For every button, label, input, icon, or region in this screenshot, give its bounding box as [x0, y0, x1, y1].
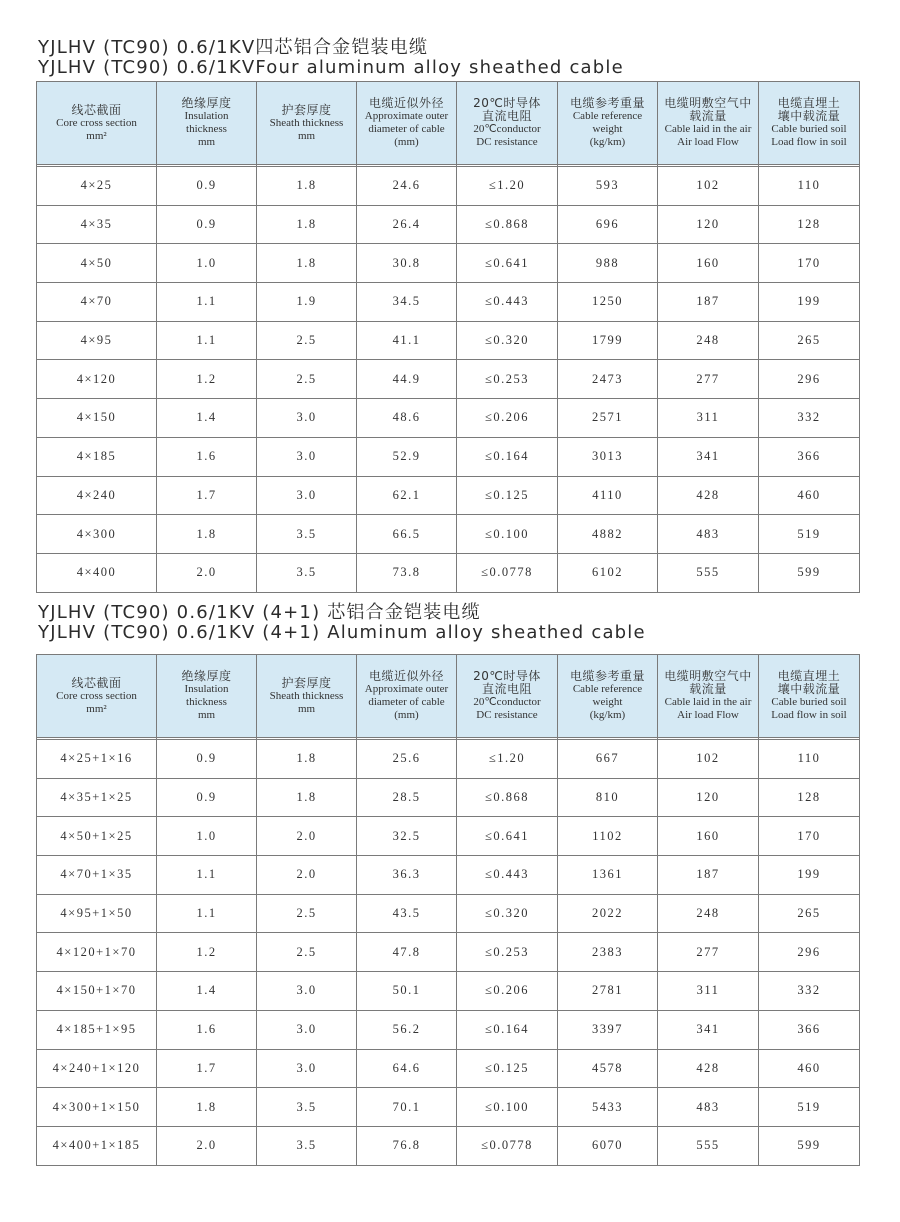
table-cell: 4×185	[37, 437, 157, 476]
table-row	[37, 321, 860, 360]
table-cell: 4×400	[37, 553, 157, 592]
table-cell: 296	[759, 933, 860, 972]
table-cell: 3.5	[257, 515, 357, 554]
table-cell: 170	[759, 817, 860, 856]
table-cell: 6070	[558, 1126, 658, 1165]
column-header-en: Cable laid in the air	[664, 696, 752, 708]
table-cell: 1.1	[157, 894, 257, 933]
table-cell: 332	[759, 399, 860, 438]
column-header-en: thickness	[186, 123, 227, 135]
column-header-zh-line2: 壤中载流量	[777, 109, 841, 123]
table-cell: 76.8	[357, 1126, 457, 1165]
column-header	[37, 82, 157, 165]
table-cell: 160	[658, 817, 759, 856]
table-cell: 265	[759, 321, 860, 360]
table-cell: 4578	[558, 1049, 658, 1088]
table-cell: 667	[558, 740, 658, 779]
table-cell: ≤0.0778	[457, 553, 558, 592]
table-cell: 4×95+1×50	[37, 894, 157, 933]
table-cell: 3.5	[257, 1088, 357, 1127]
table-cell: ≤0.443	[457, 283, 558, 322]
table-cell: 2.0	[257, 856, 357, 895]
table-cell: 56.2	[357, 1010, 457, 1049]
table-body	[37, 165, 860, 593]
column-header-zh: 20℃时导体	[473, 96, 541, 110]
table-cell: 41.1	[357, 321, 457, 360]
column-header-en: Sheath thickness	[269, 116, 344, 129]
table-cell: 2.5	[257, 321, 357, 360]
table-cell: 43.5	[357, 894, 457, 933]
table-cell: 988	[558, 244, 658, 283]
table-cell: 36.3	[357, 856, 457, 895]
table-cell: 1.6	[157, 1010, 257, 1049]
table-1-title	[38, 38, 624, 78]
table-cell: 1799	[558, 321, 658, 360]
table-body	[37, 738, 860, 1166]
table-cell: 332	[759, 972, 860, 1011]
table-cell: 555	[658, 1126, 759, 1165]
table-cell: 3013	[558, 437, 658, 476]
table-row	[37, 1010, 860, 1049]
table-cell: 1.8	[257, 205, 357, 244]
column-header-zh: 绝缘厚度	[181, 669, 232, 683]
column-header	[558, 655, 658, 738]
table-1-title-en: YJLHV (TC90) 0.6/1KVFour aluminum alloy sheathed cable	[38, 57, 624, 78]
column-header-zh: 电缆近似外径	[368, 669, 444, 683]
column-header-en: Core cross section	[56, 116, 137, 129]
table-cell: ≤0.443	[457, 856, 558, 895]
column-header-en: weight	[592, 123, 623, 135]
table-cell: 428	[658, 476, 759, 515]
table-2-title-zh: YJLHV (TC90) 0.6/1KV (4+1) 芯铝合金铠装电缆	[38, 602, 481, 623]
table-row	[37, 244, 860, 283]
table-cell: 1102	[558, 817, 658, 856]
table-cell: 593	[558, 167, 658, 206]
column-header-en: (kg/km)	[589, 136, 626, 148]
column-header-en: Approximate outer	[364, 683, 449, 695]
table-cell: 0.9	[157, 205, 257, 244]
table-cell: 120	[658, 778, 759, 817]
table-row	[37, 1126, 860, 1165]
table-cell: 3.0	[257, 972, 357, 1011]
table-cell: 1.4	[157, 399, 257, 438]
column-header-en: (kg/km)	[589, 709, 626, 721]
column-header-zh: 电缆近似外径	[368, 96, 444, 110]
column-header-en: 20℃conductor	[473, 696, 541, 708]
column-header	[157, 655, 257, 738]
table-cell: 110	[759, 740, 860, 779]
table-cell: 30.8	[357, 244, 457, 283]
table-cell: 1361	[558, 856, 658, 895]
column-header-en: mm	[197, 136, 216, 148]
column-header	[658, 655, 759, 738]
column-header-en: Load flow in soil	[771, 709, 847, 721]
table-cell: ≤0.0778	[457, 1126, 558, 1165]
column-header-en: Cable reference	[572, 110, 643, 122]
table-cell: ≤1.20	[457, 167, 558, 206]
table-cell: ≤0.206	[457, 972, 558, 1011]
column-header	[558, 82, 658, 165]
table-cell: 3.5	[257, 1126, 357, 1165]
table-cell: 2473	[558, 360, 658, 399]
table-cell: 1.1	[157, 283, 257, 322]
table-cell: ≤0.868	[457, 205, 558, 244]
column-header-zh-line2: 载流量	[689, 682, 727, 696]
table-cell: 4110	[558, 476, 658, 515]
table-cell: ≤0.164	[457, 437, 558, 476]
column-header-en: Cable laid in the air	[664, 123, 752, 135]
table-cell: 187	[658, 283, 759, 322]
column-header-en: Air load Flow	[677, 136, 739, 148]
column-header-en: (mm)	[394, 709, 419, 721]
table-cell: 1.8	[257, 778, 357, 817]
table-cell: 277	[658, 360, 759, 399]
table-row	[37, 553, 860, 592]
table-row	[37, 778, 860, 817]
column-header-zh: 护套厚度	[281, 102, 332, 117]
table-cell: 2.5	[257, 360, 357, 399]
table-cell: 1.7	[157, 476, 257, 515]
table-cell: 341	[658, 1010, 759, 1049]
column-header-en: thickness	[186, 696, 227, 708]
table-row	[37, 972, 860, 1011]
table-cell: 296	[759, 360, 860, 399]
table-cell: ≤0.641	[457, 244, 558, 283]
column-header	[759, 655, 860, 738]
table-cell: ≤0.100	[457, 1088, 558, 1127]
column-header-zh-line2: 载流量	[689, 109, 727, 123]
table-cell: 4×50	[37, 244, 157, 283]
table-cell: 4×25+1×16	[37, 740, 157, 779]
column-header-en: mm²	[86, 129, 107, 142]
column-header-en: Load flow in soil	[771, 136, 847, 148]
table-cell: 4×240+1×120	[37, 1049, 157, 1088]
table-cell: 483	[658, 515, 759, 554]
table-cell: 34.5	[357, 283, 457, 322]
table-row	[37, 399, 860, 438]
table-cell: 24.6	[357, 167, 457, 206]
table-cell: 120	[658, 205, 759, 244]
table-cell: 70.1	[357, 1088, 457, 1127]
table-header	[37, 655, 860, 738]
column-header-zh: 电缆明敷空气中	[664, 96, 752, 110]
column-header-en: weight	[592, 696, 623, 708]
table-cell: 160	[658, 244, 759, 283]
column-header-en: diameter of cable	[368, 123, 445, 135]
table-cell: 366	[759, 437, 860, 476]
table-row	[37, 1088, 860, 1127]
table-cell: 248	[658, 321, 759, 360]
table-2-title	[38, 603, 646, 643]
column-header-zh: 护套厚度	[281, 675, 332, 690]
table-cell: 28.5	[357, 778, 457, 817]
table-cell: 0.9	[157, 740, 257, 779]
table-cell: ≤0.125	[457, 476, 558, 515]
table-cell: 3.0	[257, 399, 357, 438]
table-row	[37, 817, 860, 856]
table-cell: 3.0	[257, 437, 357, 476]
column-header-en: mm²	[86, 702, 107, 715]
table-cell: 810	[558, 778, 658, 817]
column-header-en: Air load Flow	[677, 709, 739, 721]
table-row	[37, 856, 860, 895]
table-cell: 4×35	[37, 205, 157, 244]
table-cell: 4×70+1×35	[37, 856, 157, 895]
column-header-zh-line2: 直流电阻	[481, 109, 532, 123]
table-cell: 26.4	[357, 205, 457, 244]
table-cell: 4×300	[37, 515, 157, 554]
table-cell: 2.0	[257, 817, 357, 856]
table-cell: 2.5	[257, 894, 357, 933]
column-header	[457, 82, 558, 165]
table-row	[37, 894, 860, 933]
table-cell: 64.6	[357, 1049, 457, 1088]
column-header	[457, 655, 558, 738]
table-cell: 1.6	[157, 437, 257, 476]
table-cell: 1.1	[157, 321, 257, 360]
table-cell: 428	[658, 1049, 759, 1088]
table-cell: 311	[658, 972, 759, 1011]
table-cell: 2.0	[157, 553, 257, 592]
table-cell: 52.9	[357, 437, 457, 476]
table-cell: 4×70	[37, 283, 157, 322]
table-cell: 4×150	[37, 399, 157, 438]
table-cell: 366	[759, 1010, 860, 1049]
table-cell: 2571	[558, 399, 658, 438]
table-cell: 199	[759, 283, 860, 322]
table-cell: 4×300+1×150	[37, 1088, 157, 1127]
column-header-zh: 20℃时导体	[473, 669, 541, 683]
table-cell: 4×150+1×70	[37, 972, 157, 1011]
column-header-zh: 电缆参考重量	[569, 96, 645, 110]
table-cell: 1.8	[157, 1088, 257, 1127]
table-cell: ≤0.125	[457, 1049, 558, 1088]
column-header	[37, 655, 157, 738]
cable-spec-table-1	[36, 81, 860, 593]
table-cell: 1.2	[157, 360, 257, 399]
table-cell: 73.8	[357, 553, 457, 592]
column-header-zh: 线芯截面	[71, 675, 122, 690]
table-cell: 66.5	[357, 515, 457, 554]
column-header-en: 20℃conductor	[473, 123, 541, 135]
column-header-zh: 绝缘厚度	[181, 96, 232, 110]
table-cell: 62.1	[357, 476, 457, 515]
table-cell: 2.0	[157, 1126, 257, 1165]
column-header-en: Cable reference	[572, 683, 643, 695]
column-header-en: Sheath thickness	[269, 689, 344, 702]
table-cell: 1250	[558, 283, 658, 322]
column-header-en: mm	[297, 129, 316, 142]
table-cell: 2.5	[257, 933, 357, 972]
column-header-zh-line2: 直流电阻	[481, 682, 532, 696]
table-cell: 519	[759, 1088, 860, 1127]
column-header-en: (mm)	[394, 136, 419, 148]
table-2-title-en: YJLHV (TC90) 0.6/1KV (4+1) Aluminum alloy sheathed cable	[38, 622, 646, 643]
column-header-zh: 线芯截面	[71, 102, 122, 117]
table-row	[37, 476, 860, 515]
table-cell: ≤0.641	[457, 817, 558, 856]
column-header	[157, 82, 257, 165]
table-cell: ≤1.20	[457, 740, 558, 779]
column-header-en: Cable buried soil	[771, 123, 847, 135]
table-cell: 4×25	[37, 167, 157, 206]
column-header	[759, 82, 860, 165]
table-row	[37, 515, 860, 554]
table-cell: 3.5	[257, 553, 357, 592]
table-cell: 599	[759, 553, 860, 592]
column-header-en: DC resistance	[476, 136, 538, 148]
table-cell: 1.8	[257, 740, 357, 779]
column-header	[257, 655, 357, 738]
table-cell: 102	[658, 167, 759, 206]
table-cell: 2022	[558, 894, 658, 933]
column-header-zh: 电缆直埋土	[777, 96, 841, 110]
column-header-en: mm	[197, 709, 216, 721]
table-cell: 128	[759, 778, 860, 817]
table-cell: 47.8	[357, 933, 457, 972]
table-cell: 460	[759, 476, 860, 515]
table-cell: ≤0.253	[457, 360, 558, 399]
column-header-en: Insulation	[184, 683, 229, 695]
table-cell: 187	[658, 856, 759, 895]
table-cell: 599	[759, 1126, 860, 1165]
table-cell: 3.0	[257, 476, 357, 515]
column-header-en: Insulation	[184, 110, 229, 122]
table-cell: 1.0	[157, 817, 257, 856]
table-row	[37, 167, 860, 206]
table-row	[37, 283, 860, 322]
table-row	[37, 205, 860, 244]
table-row	[37, 740, 860, 779]
table-cell: 4×120	[37, 360, 157, 399]
cable-spec-table-2	[36, 654, 860, 1166]
table-cell: ≤0.320	[457, 321, 558, 360]
column-header-en: diameter of cable	[368, 696, 445, 708]
table-cell: 1.7	[157, 1049, 257, 1088]
table-cell: 2383	[558, 933, 658, 972]
table-cell: 170	[759, 244, 860, 283]
table-cell: 696	[558, 205, 658, 244]
table-cell: ≤0.253	[457, 933, 558, 972]
table-header	[37, 82, 860, 165]
table-cell: ≤0.164	[457, 1010, 558, 1049]
table-cell: 0.9	[157, 778, 257, 817]
column-header	[357, 655, 457, 738]
table-cell: 1.4	[157, 972, 257, 1011]
table-cell: 1.9	[257, 283, 357, 322]
table-cell: 1.2	[157, 933, 257, 972]
table-cell: 4×120+1×70	[37, 933, 157, 972]
table-cell: 199	[759, 856, 860, 895]
table-cell: 102	[658, 740, 759, 779]
column-header-en: Core cross section	[56, 689, 137, 702]
table-cell: 110	[759, 167, 860, 206]
table-cell: 4882	[558, 515, 658, 554]
table-cell: 25.6	[357, 740, 457, 779]
table-cell: 1.1	[157, 856, 257, 895]
table-cell: ≤0.320	[457, 894, 558, 933]
table-1-title-zh: YJLHV (TC90) 0.6/1KV四芯铝合金铠装电缆	[38, 37, 429, 58]
table-cell: 555	[658, 553, 759, 592]
table-cell: 1.8	[257, 244, 357, 283]
table-cell: 4×95	[37, 321, 157, 360]
column-header	[257, 82, 357, 165]
table-cell: 483	[658, 1088, 759, 1127]
table-cell: ≤0.868	[457, 778, 558, 817]
table-cell: 1.0	[157, 244, 257, 283]
column-header-en: mm	[297, 702, 316, 715]
table-cell: ≤0.206	[457, 399, 558, 438]
table-cell: 6102	[558, 553, 658, 592]
column-header-en: Approximate outer	[364, 110, 449, 122]
table-cell: 3.0	[257, 1049, 357, 1088]
table-cell: 341	[658, 437, 759, 476]
table-cell: ≤0.100	[457, 515, 558, 554]
table-cell: 4×50+1×25	[37, 817, 157, 856]
table-cell: 50.1	[357, 972, 457, 1011]
table-row	[37, 437, 860, 476]
table-cell: 128	[759, 205, 860, 244]
table-cell: 4×400+1×185	[37, 1126, 157, 1165]
table-cell: 44.9	[357, 360, 457, 399]
column-header-zh-line2: 壤中载流量	[777, 682, 841, 696]
table-cell: 277	[658, 933, 759, 972]
table-cell: 0.9	[157, 167, 257, 206]
column-header-zh: 电缆直埋土	[777, 669, 841, 683]
table-row	[37, 933, 860, 972]
table-cell: 311	[658, 399, 759, 438]
table-cell: 3.0	[257, 1010, 357, 1049]
table-cell: 4×35+1×25	[37, 778, 157, 817]
table-cell: 32.5	[357, 817, 457, 856]
table-cell: 48.6	[357, 399, 457, 438]
table-cell: 2781	[558, 972, 658, 1011]
table-cell: 519	[759, 515, 860, 554]
table-cell: 4×185+1×95	[37, 1010, 157, 1049]
table-cell: 4×240	[37, 476, 157, 515]
table-cell: 460	[759, 1049, 860, 1088]
column-header	[357, 82, 457, 165]
column-header-en: Cable buried soil	[771, 696, 847, 708]
table-cell: 5433	[558, 1088, 658, 1127]
column-header-en: DC resistance	[476, 709, 538, 721]
table-cell: 265	[759, 894, 860, 933]
table-cell: 248	[658, 894, 759, 933]
table-row	[37, 1049, 860, 1088]
table-cell: 3397	[558, 1010, 658, 1049]
column-header-zh: 电缆明敷空气中	[664, 669, 752, 683]
column-header-zh: 电缆参考重量	[569, 669, 645, 683]
table-row	[37, 360, 860, 399]
table-cell: 1.8	[157, 515, 257, 554]
column-header	[658, 82, 759, 165]
table-cell: 1.8	[257, 167, 357, 206]
